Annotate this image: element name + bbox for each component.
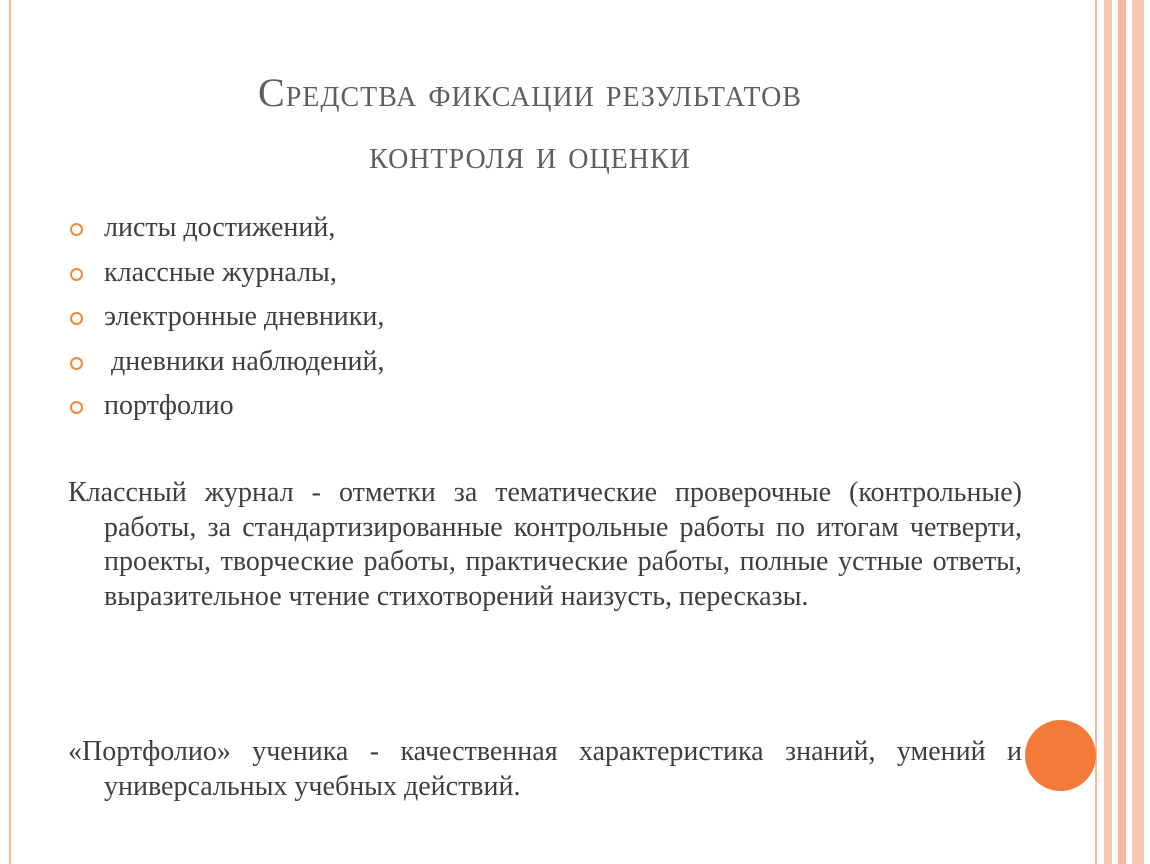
list-item-text: классные журналы, <box>104 256 337 288</box>
list-item <box>68 251 968 296</box>
slide-title-line-2: контроля и оценки <box>369 132 691 177</box>
list-item-text: портфолио <box>104 390 234 421</box>
slide-title <box>60 62 1000 186</box>
slide-title-line-1: Средства фиксации результатов <box>258 70 802 115</box>
hollow-circle-bullet-icon <box>70 312 83 325</box>
list-item <box>68 206 968 251</box>
list-item-text: листы достижений, <box>104 212 336 243</box>
list-item-text: дневники наблюдений, <box>104 345 385 377</box>
hollow-circle-bullet-icon <box>70 357 83 370</box>
list-item <box>68 340 968 385</box>
hollow-circle-bullet-icon <box>70 268 83 281</box>
journal-paragraph: Классный журнал - отметки за тематические проверочные (контрольные) работы, за стандартизированные контрольные работы по итогам четверти, проекты, творческие работы, практические работы, полные устные ответы, выразительное чтение стихотворений наизусть, пересказы. <box>68 477 1022 612</box>
list-item <box>68 295 968 340</box>
bullet-list <box>68 206 968 429</box>
orange-circle-icon <box>1025 720 1096 791</box>
list-item <box>68 384 968 429</box>
hollow-circle-bullet-icon <box>70 223 83 236</box>
decorative-stripes <box>1100 0 1150 864</box>
portfolio-paragraph: «Портфолио» ученика - качественная характеристика знаний, умений и универсальных учебных действий. <box>68 736 1022 802</box>
hollow-circle-bullet-icon <box>70 401 83 414</box>
list-item-text: электронные дневники, <box>104 301 385 332</box>
